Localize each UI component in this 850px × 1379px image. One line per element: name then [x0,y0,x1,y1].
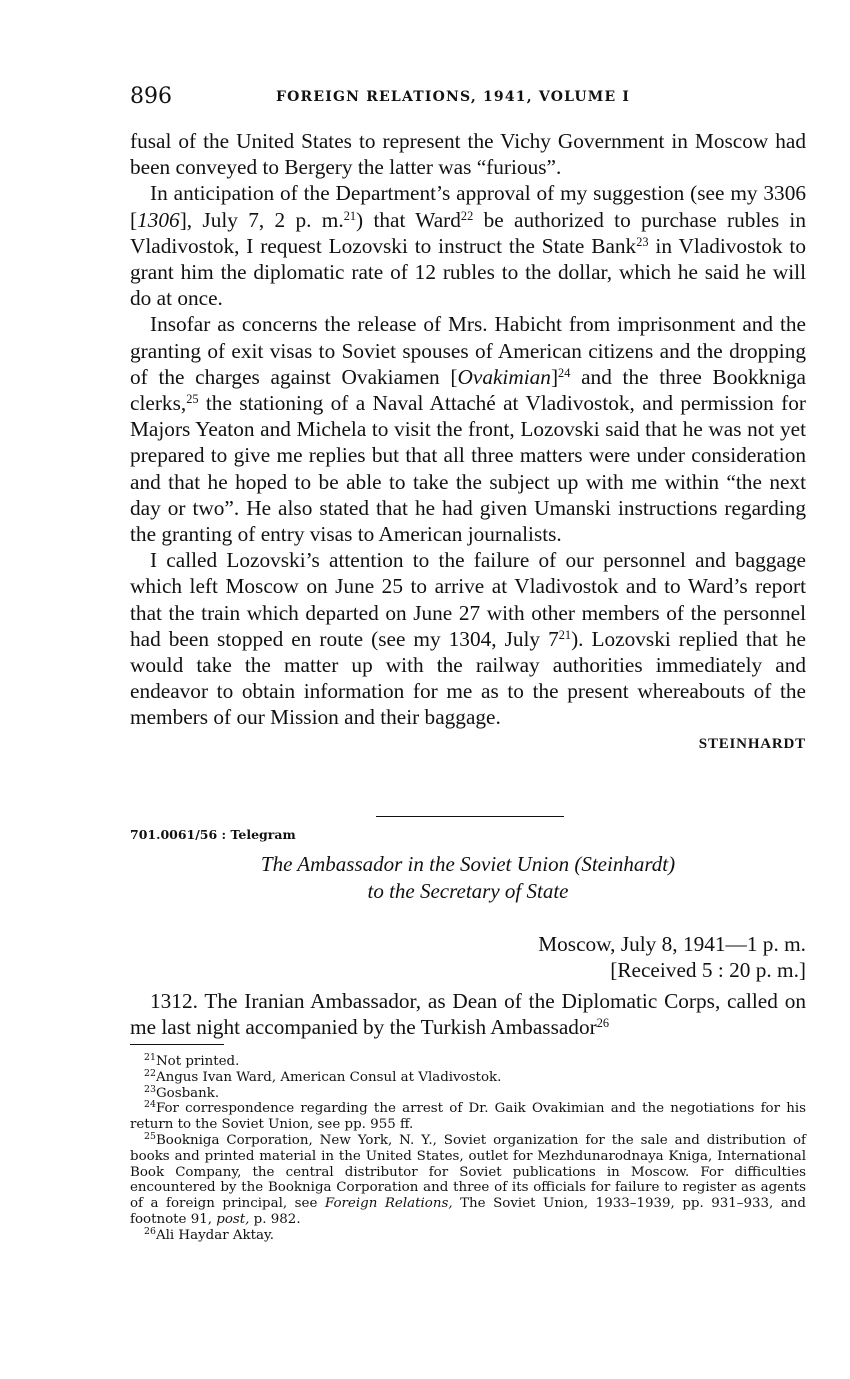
text-run-italic: Ovakimian [457,364,551,389]
text-run: Insofar as concerns the release of Mrs. Habicht from imprisonment and the granting of exit visas to Soviet spouses of American citizens and the dropping of the charges against Ovakiamen [ [130,312,806,389]
text-run: I called Lozovski’s attention to the failure of our personnel and baggage which left Moscow on June 25 to arrive at Vladivostok and to Ward’s report that the train which departed on June 27 with other members of the personnel had been stopped en route (see my 1304, July 7 [130,548,806,651]
running-header [130,84,806,110]
title-line-1: The Ambassador in the Soviet Union (Steinhardt) [260,852,676,876]
text-run: 1312. The Iranian Ambassador, as Dean of the Diplomatic Corps, called on me last night accompanied by the Turkish Ambassador [130,989,806,1040]
footnote-number: 25 [144,1130,156,1142]
telegram-text [130,988,806,1040]
footnote-ref: 26 [596,1016,610,1031]
date-received: [Received 5 : 20 p. m.] [610,958,806,982]
text-run: In anticipation of the Department’s approval of my suggestion (see my 3306 [ [130,181,806,232]
footnote-ref: 21 [558,628,572,643]
text-run: ] [550,364,559,389]
footnote-text: For correspondence regarding the arrest of Dr. Gaik Ovakimian and the negotiations for his return to the Soviet Union, see pp. 955 ff. [130,1101,806,1133]
document-title [130,851,806,905]
footnote-21 [130,1051,806,1070]
footnote-text: The Soviet Union, 1933–1939, pp. 931–933, and footnote 91, [130,1196,806,1227]
footnote-number: 26 [144,1225,156,1237]
footnote-text-italic: Foreign Relations, [324,1196,453,1212]
footnote-ref: 25 [186,392,199,407]
title-line-2: to the Secretary of State [367,879,569,903]
date-sent: Moscow, July 8, 1941—1 p. m. [538,932,806,956]
text-run: and the three Bookkniga clerks, [130,364,806,416]
footnotes [130,1051,806,1244]
paragraph-1: fusal of the United States to represent the Vichy Government in Moscow had been conveyed to Bergery the latter was “furious”. [130,129,806,180]
text-run: in Vladivostok to grant him the diplomatic rate of 12 rubles to the dollar, which he said he will do at once. [130,233,806,311]
body-text [130,128,806,757]
text-run: ) that Ward [356,207,461,232]
text-run-italic: 1306 [137,207,180,232]
footnote-number: 21 [144,1051,156,1063]
footnote-text: Ali Haydar Aktay. [155,1227,275,1243]
footnote-number: 22 [144,1067,156,1079]
footnote-text: Gosbank. [155,1085,220,1101]
footnote-number: 23 [144,1083,156,1095]
signature: STEINHARDT [698,735,806,752]
paragraph-3 [130,311,806,547]
dateline [130,931,806,983]
footnote-25 [130,1130,806,1228]
text-run: ). Lozovski replied that he would take the matter up with the railway authorities immediately and endeavor to obtain information for me as to the present whereabouts of the members of our Mission and their baggage. [130,626,806,730]
footnote-number: 24 [144,1099,156,1111]
footnote-24 [130,1101,806,1133]
paragraph-4 [130,547,806,730]
section-divider [376,816,564,817]
footnote-text: p. 982. [249,1211,301,1227]
footnote-text: Not printed. [155,1054,240,1069]
footnote-22 [130,1067,806,1086]
telegram-paragraph [130,988,806,1040]
footnote-divider [130,1044,224,1045]
footnote-text: Bookniga Corporation, New York, N. Y., Soviet organization for the sale and distribution of books and printed material in the United States, outlet for Mezhdunarodnaya Kniga, International Book Company, the central distributor for Soviet publications in Moscow. For difficulties encountered by the Bookniga Corporation and three of its officials for failure to register as agents of a foreign principal, see [130,1132,806,1212]
footnote-26 [130,1225,806,1244]
file-number: 701.0061/56 : Telegram [130,827,296,842]
footnote-ref: 23 [636,235,649,250]
running-title: FOREIGN RELATIONS, 1941, VOLUME I [276,89,631,105]
footnote-text: Angus Ivan Ward, American Consul at Vladivostok. [155,1069,502,1085]
footnote-ref: 24 [558,366,571,381]
footnote-text-italic: post, [216,1211,250,1227]
text-run: be authorized to purchase rubles in Vladivostok, I request Lozovski to instruct the State Bank [130,207,806,258]
paragraph-2 [130,180,806,311]
footnote-ref: 21 [343,208,357,223]
text-run: the stationing of a Naval Attaché at Vladivostok, and permission for Majors Yeaton and Michela to visit the front, Lozovski said that he was not yet prepared to give me replies but that all three matters were under consideration and that he hoped to be able to take the subject up with me within “the next day or two”. He also stated that he had given Umanski instructions regarding the granting of entry visas to American journalists. [130,391,806,547]
footnote-ref: 22 [460,208,474,223]
text-run: ], July 7, 2 p. m. [179,207,344,232]
page-number: 896 [130,84,172,109]
footnote-23 [130,1083,806,1102]
